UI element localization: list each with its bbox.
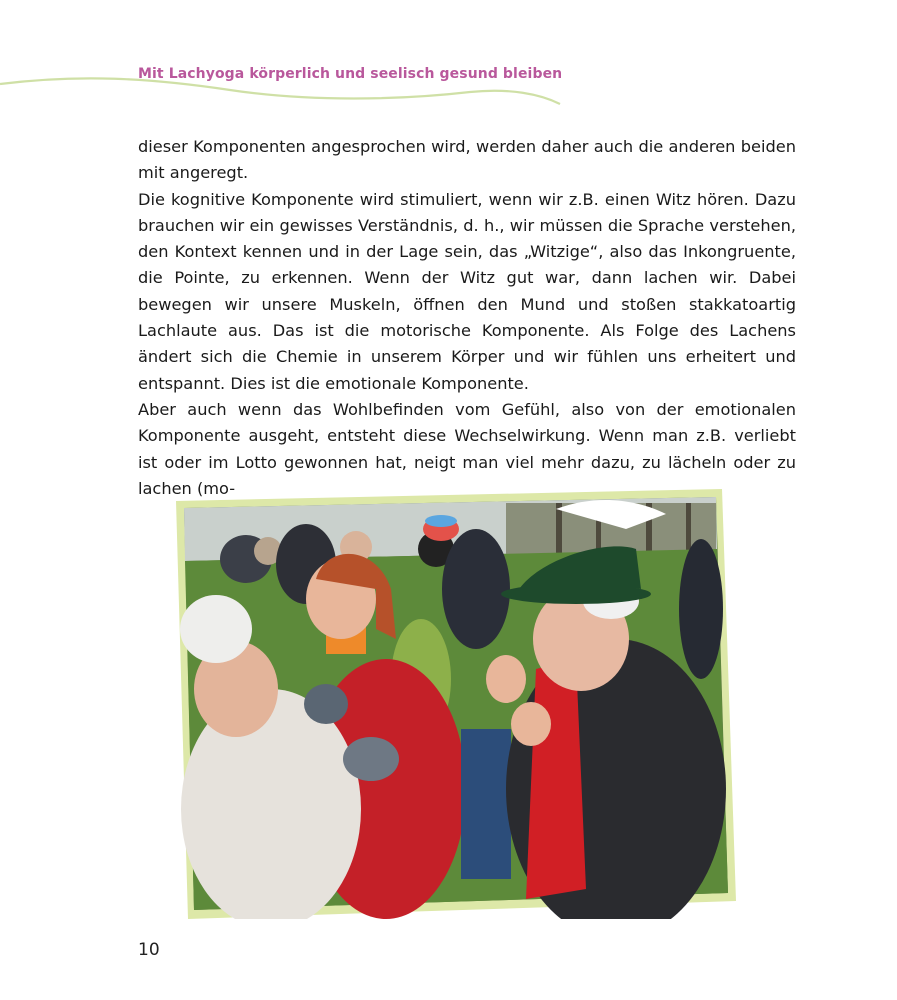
paragraph: Die kognitive Komponente wird stimuliert, wenn wir z.B. einen Witz hören. Dazu brauchen wir ein gewisses Verständnis, d. h., wir müssen die Sprache verstehen, den Kontext kennen und in der Lage sein, das „Witzige“, also das Inkongruente, die Pointe, zu erkennen. Wenn der Witz gut war, dann lachen wir. Dabei bewegen wir unsere Muskeln, öffnen den Mund und stoßen stakkatoartig Lachlaute aus. Das ist die motorische Komponente. Als Folge des Lachens ändert sich die Chemie in unserem Körper und wir fühlen uns erheitert und entspannt. Dies ist die emotionale Komponente. [138, 189, 796, 393]
header-wave-decoration [0, 72, 570, 112]
group-laughter-photo [176, 489, 736, 919]
paragraph: dieser Komponenten angesprochen wird, werden daher auch die anderen beiden mit angeregt. [138, 137, 796, 183]
paragraph: Aber auch wenn das Wohlbefinden vom Gefühl, also von der emotionalen Komponente ausgeht, entsteht diese Wechselwirkung. Wenn man z.B. verliebt ist oder im Lotto gewonnen hat, neigt man viel mehr dazu, zu lächeln oder zu lachen (mo- [138, 399, 796, 498]
running-header-title: Mit Lachyoga körperlich und seelisch gesund bleiben [138, 66, 563, 82]
page-number: 10 [138, 940, 160, 960]
body-text [138, 134, 796, 502]
photo-illustration [176, 489, 736, 919]
